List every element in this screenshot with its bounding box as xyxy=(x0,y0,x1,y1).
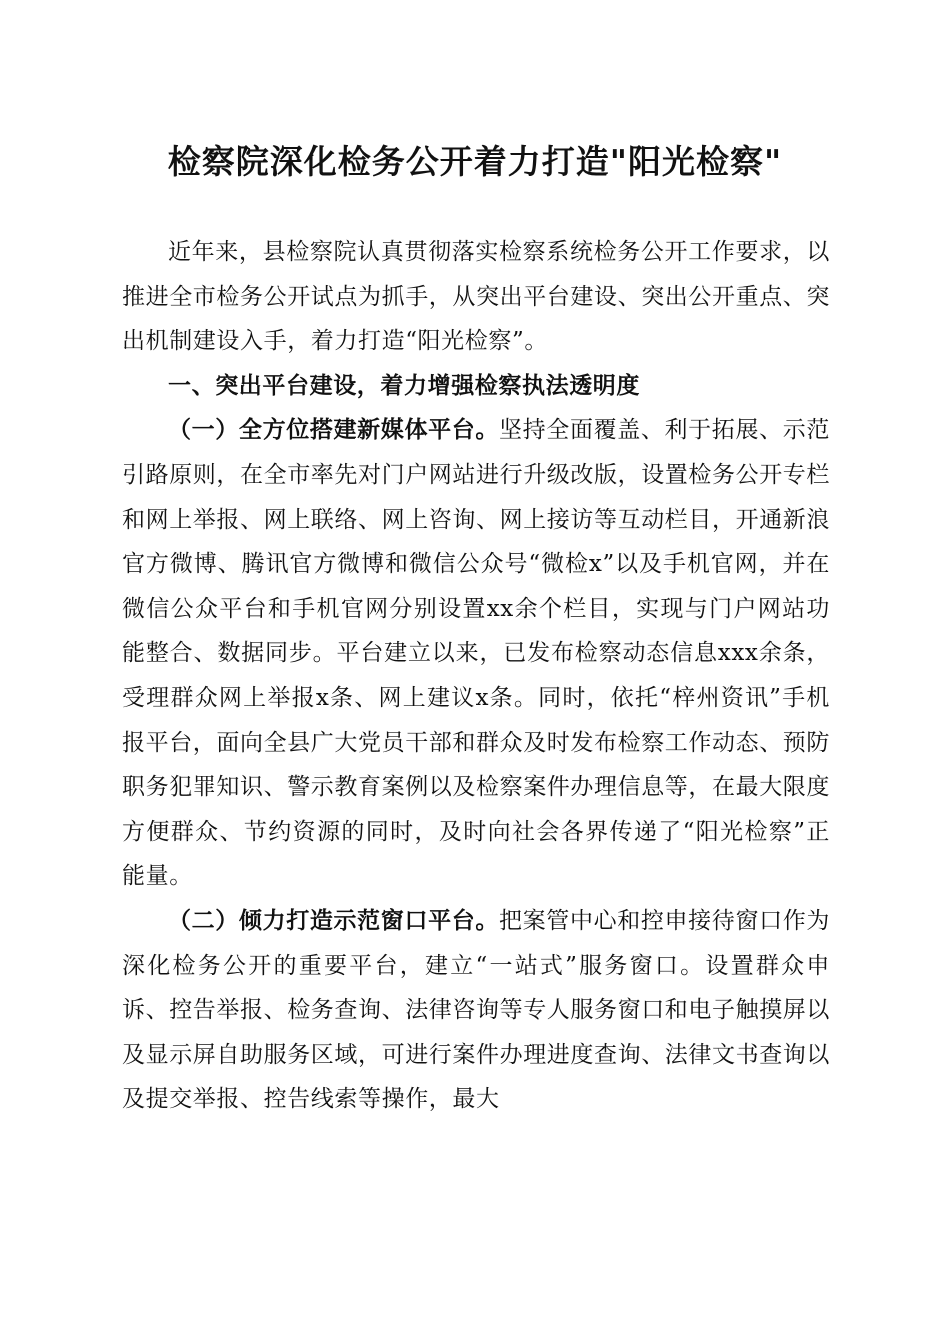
document-title: 检察院深化检务公开着力打造"阳光检察" xyxy=(167,142,783,181)
item-2-body: 把案管中心和控申接待窗口作为深化检务公开的重要平台，建立“一站式”服务窗口。设置群众申诉、控告举报、检务查询、法律咨询等专人服务窗口和电子触摸屏以及显示屏自助服务区域，可进行案件办理进度查询、法律文书查询以及提交举报、控告线索等操作，最大 xyxy=(122,907,830,1113)
section-heading-1: 一、突出平台建设，着力增强检察执法透明度 xyxy=(168,371,640,399)
item-2-lead: （二）倾力打造示范窗口平台。 xyxy=(168,906,500,934)
item-1-body: 坚持全面覆盖、利于拓展、示范引路原则，在全市率先对门户网站进行升级改版，设置检务公开专栏和网上举报、网上联络、网上咨询、网上接访等互动栏目，开通新浪官方微博、腾讯官方微博和微信公众号“微检x”以及手机官网，并在微信公众平台和手机官网分别设置xx余个栏目，实现与门户网站功能整合、数据同步。平台建立以来，已发布检察动态信息xxx余条，受理群众网上举报x条、网上建议x条。同时，依托“梓州资讯”手机报平台，面向全县广大党员干部和群众及时发布检察工作动态、预防职务犯罪知识、警示教育案例以及检察案件办理信息等，在最大限度方便群众、节约资源的同时，及时向社会各界传递了“阳光检察”正能量。 xyxy=(122,417,830,890)
document-body xyxy=(122,230,830,1122)
item-1-paragraph xyxy=(122,408,830,899)
intro-paragraph: 近年来，县检察院认真贯彻落实检察系统检务公开工作要求，以推进全市检务公开试点为抓手，从突出平台建设、突出公开重点、突出机制建设入手，着力打造“阳光检察”。 xyxy=(122,239,830,355)
item-2-paragraph xyxy=(122,899,830,1122)
item-1-lead: （一）全方位搭建新媒体平台。 xyxy=(168,416,500,444)
